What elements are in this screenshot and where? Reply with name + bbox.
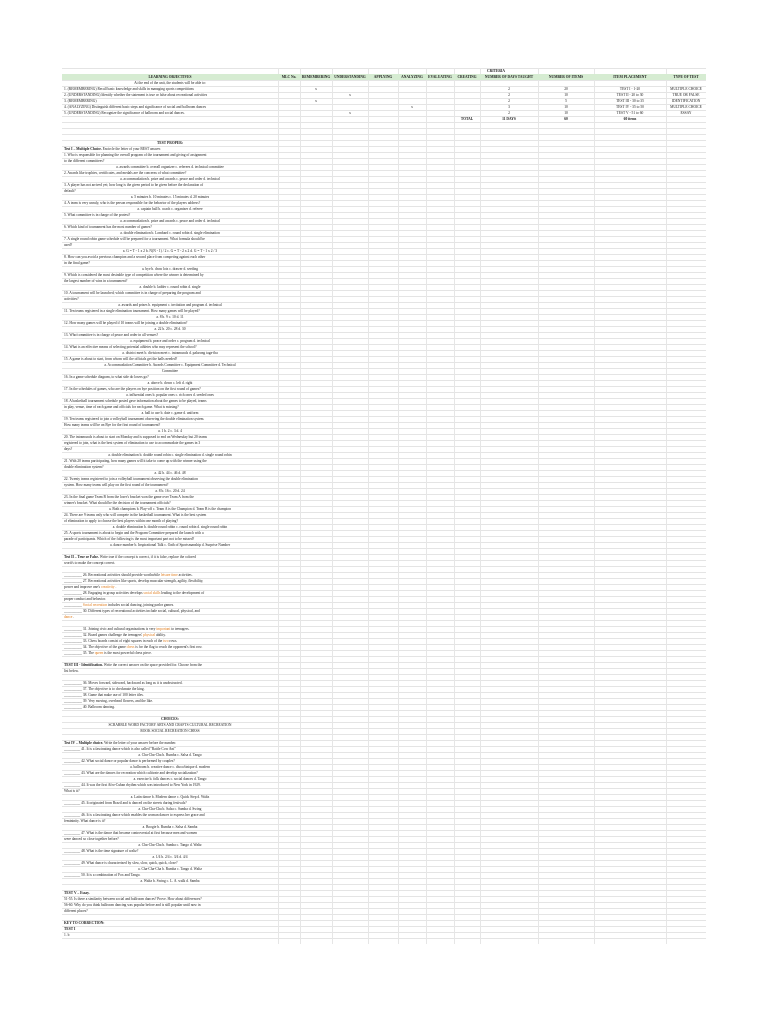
test-type: TRUE OR FALSE bbox=[672, 93, 700, 97]
objective-text: 4. (ANALYZING) Distinguish different basic steps and significance of social and ballroom dances bbox=[64, 105, 206, 109]
criteria-mark: x bbox=[349, 111, 351, 115]
answer-choices: a. Latin dance b. Modern dance c. Quick Step d. Waltz bbox=[130, 795, 210, 799]
question-text: _________ 50. It is a combination of Fox and Tango. bbox=[64, 873, 141, 877]
criteria-mark: x bbox=[315, 99, 317, 103]
column-header: APPLYING bbox=[373, 75, 393, 79]
answer-choices: a. 1 b. 2 c. 3 d. 4 bbox=[158, 429, 182, 433]
question-text: 7. A single round robin game schedule will be prepared for a tournament. What formula should be bbox=[64, 237, 205, 241]
answer-choices: a. Both champions b. Play-off c. Team A is the Champion d. Team B is the champion bbox=[108, 507, 232, 511]
key-test-label: TEST I bbox=[64, 927, 76, 931]
identification-item: __________ 36. Moves forward, sideward, backward as long as it is unobstructed. bbox=[64, 681, 183, 685]
highlighted-word: queen bbox=[94, 651, 104, 655]
answer-choices: a. 8 b. 9 c. 10 d. 11 bbox=[156, 315, 184, 319]
answer-choices: a. Accommodation Committee b. Awards Committee c. Equipment Committee d. Technical bbox=[104, 363, 236, 367]
true-false-item: proper conduct and behavior. bbox=[64, 597, 106, 601]
criteria-mark: x bbox=[349, 93, 351, 97]
question-text: registered to join, what is the best system of elimination to use to accommodate the games in 3 bbox=[64, 441, 201, 445]
answer-choices: a. 42 b. 44 c. 46 d. 48 bbox=[154, 471, 186, 475]
test-type: ESSAY bbox=[680, 111, 692, 115]
total-days: 11 DAYS bbox=[502, 117, 516, 121]
true-false-item: __________ 34. The objective of the game chess is for the flag to reach the opponent's first row. bbox=[64, 645, 203, 649]
question-text: 19. Ten teams registered to join a volleyball tournament observing the double elimination system. bbox=[64, 417, 205, 421]
question-text: 11. Ten teams registered in a single elimination tournament. How many games will be played? bbox=[64, 309, 200, 313]
test-type: MULTIPLE CHOICE bbox=[670, 87, 702, 91]
question-text: double elimination system? bbox=[64, 465, 104, 469]
answer-choices: a. equipment b. peace and order c. program d. technical bbox=[130, 339, 210, 343]
days-taught: 2 bbox=[508, 111, 510, 115]
item-placement: TEST IV - 35 to 50 bbox=[616, 105, 644, 109]
answer-choices: a. Cha-Cha-Cha b. Rumba c. Salsa d. Tango bbox=[138, 753, 202, 757]
question-text: How many teams will be on Bye for the first round of tournament? bbox=[64, 423, 161, 427]
question-text: _________ 43. What are the dances for recreation which cultivate and develop socialization? bbox=[64, 771, 198, 775]
highlighted-word: Social recreation bbox=[82, 603, 108, 607]
column-header: MLC No. bbox=[281, 75, 297, 79]
key-answer-row bbox=[62, 932, 706, 938]
true-false-item: __________ 27. Recreational activities like sports, develop muscular strength, agility, flexibility, bbox=[64, 579, 204, 583]
key-title: KEY TO CORRECTION: bbox=[64, 921, 105, 925]
answer-choices: a. 22 b. 20 c. 28 d. 30 bbox=[154, 327, 186, 331]
criteria-title: CRITERIA bbox=[487, 69, 505, 73]
answer-choices: a. 5 minutes b. 10 minutes c. 15 minutes d. 20 minutes bbox=[130, 195, 210, 199]
answer-choices: a. 1/4 b. 2/4 c. 3/4 d. 4/4 bbox=[152, 855, 188, 859]
highlighted-word: leisure time bbox=[160, 573, 178, 577]
highlighted-word: important bbox=[156, 627, 171, 631]
question-text: 3. A player has not arrived yet; how long is the given period to be given before the declaration of bbox=[64, 183, 204, 187]
answer-choices: a. G = T - 1 x 2 b. N(N - 1) / 2 c. G = T - 2 x 2 d. G = T - 1 x 2 / 3 bbox=[122, 249, 218, 253]
answer-choices: a. double elimination b. double round robin c. single elimination d. single round robin bbox=[108, 453, 232, 457]
column-header: ANALYZING bbox=[401, 75, 423, 79]
question-text: 2. Awards like trophies, certificates, and medals are the concerns of what committee? bbox=[64, 171, 187, 175]
days-taught: 3 bbox=[508, 105, 510, 109]
item-count: 10 bbox=[564, 111, 568, 115]
choices-line: SCRABBLE WORD FACTORY ARTS AND CRAFTS CULTURAL RECREATION bbox=[108, 723, 232, 727]
question-text: _________ 45. It originated from Brazil and is danced on the streets during festivals? bbox=[64, 801, 187, 805]
test3-instruction: list below. bbox=[64, 669, 79, 673]
intro-text: At the end of the unit, the students will be able to: bbox=[134, 81, 206, 85]
test-type: MULTIPLE CHOICE bbox=[670, 105, 702, 109]
question-text: _________ 47. What is the dance that became controversial at first because men and women bbox=[64, 831, 197, 835]
objective-text: 1. (REMEMBERING) Recall basic knowledge and skills in managing sports competitions bbox=[64, 87, 194, 91]
answer-choices: a. Boogie b. Rumba c. Salsa d. Samba bbox=[142, 825, 198, 829]
days-taught: 2 bbox=[508, 87, 510, 91]
question-text: system. How many teams will play on the first round of the tournament? bbox=[64, 483, 169, 487]
question-text: 18. A basketball tournament schedule posted gave information about the games to be played, teams bbox=[64, 399, 207, 403]
true-false-item: __________ 26. Recreational activities should provide worthwhile leisure time activities. bbox=[64, 573, 193, 577]
true-false-item: __________ 30. Different types of recreational activities include social, cultural, physical, and bbox=[64, 609, 200, 613]
answer-choices: a. ball to use b. date c. game d. uniform bbox=[141, 411, 199, 415]
question-text: 14. What is an effective means of selecting potential athletes who may represent the school? bbox=[64, 345, 197, 349]
answer-choices: a. influential ones b. popular ones c. rich ones d. seeded ones bbox=[126, 393, 214, 397]
column-header: TYPE OF TEST bbox=[673, 75, 699, 79]
item-placement: TEST I - 1-20 bbox=[619, 87, 641, 91]
question-text: parade of participants. Which of the following is the most important part not to be missed? bbox=[64, 537, 195, 541]
test4-heading: Test IV – Multiple choice. Write the letter of your answer before the number. bbox=[64, 741, 177, 745]
answer-choices: a. captain ball b. coach c. organizer d. referee bbox=[137, 207, 203, 211]
question-text: in the final game? bbox=[64, 261, 90, 265]
objective-text: 2. (UNDERSTANDING) Identify whether the statement is true or false about recreational activities bbox=[64, 93, 208, 97]
question-text: 1. Who is responsible for planning the overall program of the tournament and giving of assignment bbox=[64, 153, 207, 157]
answer-choices: a. exercise b. folk dances c. social dances d. Tango bbox=[133, 777, 207, 781]
question-text: _________ 41. It is a fascinating dance which is also called "Rattle Cow Ant" bbox=[64, 747, 176, 751]
highlighted-word: physical bbox=[143, 633, 156, 637]
question-text: 13. Who/committee is in charge of peace and order in all venues? bbox=[64, 333, 159, 337]
question-text: _________ 49. What dance is characterized by slow, slow, quick, quick, close? bbox=[64, 861, 178, 865]
spreadsheet-sheet bbox=[62, 68, 706, 944]
answer-choices: a. awards committee b. overall organizer c. referees d. technical committee bbox=[116, 165, 224, 169]
days-taught: 2 bbox=[508, 93, 510, 97]
question-text: in play, venue, time of each game and officials for each game. What is missing? bbox=[64, 405, 179, 409]
answer-choices: a. double b. ladder c. round robin d. single bbox=[139, 285, 201, 289]
total-items: 60 bbox=[564, 117, 568, 121]
identification-item: __________ 40. Ballroom dancing. bbox=[64, 705, 116, 709]
column-header: LEARNING OBJECTIVES bbox=[148, 75, 192, 79]
choices-title: CHOICES: bbox=[161, 717, 179, 721]
question-text: activities? bbox=[64, 297, 79, 301]
question-text: were danced so close together before? bbox=[64, 837, 119, 841]
answer-choices: a. Cha-Cha-Cha b. Rumba c. Tango d. Waltz bbox=[138, 867, 202, 871]
column-header: EVALUATING bbox=[428, 75, 452, 79]
test1-heading: Test I – Multiple Choice. Encircle the letter of your BEST answer. bbox=[64, 147, 161, 151]
question-text: 6. Which kind of tournament has the most number of games? bbox=[64, 225, 152, 229]
question-text: days? bbox=[64, 447, 73, 451]
test3-heading: TEST III - Identification. Write the correct answer on the space provided for. Choose from the bbox=[64, 663, 203, 667]
days-taught: 2 bbox=[508, 99, 510, 103]
item-placement: TEST II - 20 to 30 bbox=[616, 93, 644, 97]
answer-choices: a. 8 b. 16 c. 20 d. 24 bbox=[155, 489, 185, 493]
objective-text: 5. (UNDERSTANDING) Recognize the significance of ballroom and social dances. bbox=[64, 111, 185, 115]
answer-choices: a. double elimination b. double round robin c. round robin d. single round robin bbox=[112, 525, 228, 529]
question-text: What is it? bbox=[64, 789, 80, 793]
question-text: 9. Which is considered the most desirable type of competition where the winner is determined by bbox=[64, 273, 204, 277]
true-false-item: dance . bbox=[64, 615, 75, 619]
essay-question: different places? bbox=[64, 909, 88, 913]
item-placement: TEST V - 51 to 60 bbox=[616, 111, 644, 115]
question-text: to the different committees? bbox=[64, 159, 105, 163]
column-header: UNDERSTANDING bbox=[334, 75, 366, 79]
answer-choices: a. Waltz b. Swing c. L. A. walk d. Samba bbox=[140, 879, 200, 883]
test2-heading: Test II – True or False. Write true if the concept is correct, if it is false, replace the colored bbox=[64, 555, 196, 559]
answer-choices: a. ballroom b. creative dance c. disco/tinique d. modern bbox=[130, 765, 210, 769]
question-text: _________ 46. It is a fascinating dance which enables the woman dancer to express her grace and bbox=[64, 813, 205, 817]
column-header: NUMBER OF ITEMS bbox=[548, 75, 584, 79]
objective-text: 3. (REMEMBERING) bbox=[64, 99, 97, 103]
question-text: 10. A tournament will be launched; which committee is in charge of preparing the program and bbox=[64, 291, 201, 295]
answer-choices: a. bye b. draw lots c. drawer d. seeding bbox=[141, 267, 199, 271]
test2-instruction: word/s to make the concept correct. bbox=[64, 561, 116, 565]
answer-choices: a. Cha-Cha-Cha b. Salsa c. Samba d. Swing bbox=[138, 807, 202, 811]
column-header: NUMBER OF DAYS TAUGHT bbox=[484, 75, 534, 79]
answer-choices: a. Cha-Cha-Cha b. Samba c. Tango d. Waltz bbox=[138, 843, 202, 847]
identification-item: __________ 39. Very moving, overhead flowers, and the like. bbox=[64, 699, 153, 703]
column-header: CREATING bbox=[457, 75, 477, 79]
question-text: 4. A team is very unruly, who is the person responsible for the behavior of the players address? bbox=[64, 201, 201, 205]
column-header: ITEM PLACEMENT bbox=[613, 75, 647, 79]
highlighted-word: chess bbox=[126, 645, 135, 649]
question-text: 25. A sports tournament is about to begin and the Program Committee prepared the launch with a bbox=[64, 531, 204, 535]
highlighted-word: social skills bbox=[143, 591, 161, 595]
item-placement: TEST III - 30 to 35 bbox=[616, 99, 644, 103]
essay-question: 56-60. Why do you think ballroom dancing was popular before and is still popular until now in bbox=[64, 903, 201, 907]
question-text: 21. With 20 teams participating, how many games will it take to come up with the winner using the bbox=[64, 459, 207, 463]
highlighted-word: dance bbox=[64, 615, 73, 619]
highlighted-word: creativity bbox=[100, 585, 115, 589]
test5-heading: TEST V – Essay. bbox=[64, 891, 90, 895]
item-count: 10 bbox=[564, 93, 568, 97]
answer-choices: a. accommodation b. prize and awards c. peace and order d. technical bbox=[120, 219, 220, 223]
key-answer: 1. b bbox=[64, 933, 70, 937]
highlighted-word: two bbox=[163, 639, 169, 643]
question-text: 16. In a game schedule diagram, to what side do losers go? bbox=[64, 375, 149, 379]
question-text: _________ 48. What is the time signature of waltz? bbox=[64, 849, 139, 853]
answer-choices: a. double elimination b. Lombard c. round robin d. single elimination bbox=[120, 231, 220, 235]
question-text: 12. How many games will be played if 10 teams will be joining a double elimination? bbox=[64, 321, 188, 325]
question-text: 23. In the final game Team B from the loser's bracket won the game over Team A from the bbox=[64, 495, 194, 499]
test-type: IDENTIFICATION bbox=[671, 99, 701, 103]
item-count: 10 bbox=[564, 105, 568, 109]
total-label: TOTAL bbox=[460, 117, 474, 121]
question-text: 17. In the schedules of games, who are the players on bye position on the first round of games? bbox=[64, 387, 201, 391]
question-text: femininity. What dance is it? bbox=[64, 819, 106, 823]
choices-line: ROOK SOCIAL RECREATION CHESS bbox=[140, 729, 200, 733]
test-proper-title: TEST PROPER: bbox=[157, 141, 183, 145]
total-placement: 60 items bbox=[623, 117, 637, 121]
answer-choices: a. awards and prizes b. equipment c. invitation and program d. technical bbox=[118, 303, 222, 307]
question-text: 24. There are 9 teams only who will compete in the basketball tournament. What is the best system bbox=[64, 513, 207, 517]
question-text: _________ 44. It was the first Afro-Cuban rhythm which was introduced to New York in 1929. bbox=[64, 783, 201, 787]
answer-choices: a. above b. down c. left d. right bbox=[147, 381, 193, 385]
question-text: 8. How can you avoid a previous champion and a second place from competing against each other bbox=[64, 255, 206, 259]
question-text: _________ 42. What social dance or popular dance is performed by couples? bbox=[64, 759, 175, 763]
question-text: the largest number of wins in a tournament? bbox=[64, 279, 128, 283]
question-text: used? bbox=[64, 243, 73, 247]
identification-item: __________ 38. Game that make use of 100 letter tiles. bbox=[64, 693, 144, 697]
criteria-mark: x bbox=[411, 105, 413, 109]
question-text: 20. The intramurals is about to start on Monday and is supposed to end on Wednesday but 20 teams bbox=[64, 435, 208, 439]
answer-choices: Committee bbox=[162, 369, 178, 373]
essay-question: 51-55. Is there a similarity between social and ballroom dances? Prove. How about differences? bbox=[64, 897, 202, 901]
answer-choices: a. accommodation b. prize and awards c. peace and order d. technical bbox=[120, 177, 220, 181]
answer-choices: a. district meet b. division meet c. intramurals d. palarong taga-iba bbox=[122, 351, 218, 355]
true-false-item: __________ 28. Engaging in group activities develops social skills leading to the development of bbox=[64, 591, 205, 595]
question-text: 22. Twenty teams registered to join a volleyball tournament observing the double elimination bbox=[64, 477, 198, 481]
identification-item: __________ 37. The objective is to checkmate the king. bbox=[64, 687, 145, 691]
true-false-item: __________ 33. Chess boards consist of eight squares in each of the two rows. bbox=[64, 639, 178, 643]
true-false-item: __________ 32. Board games challenge the teenagers' physical ability. bbox=[64, 633, 166, 637]
true-false-item: power and improve one's creativity . bbox=[64, 585, 117, 589]
true-false-item: __________ 31. Joining civic and cultural organizations is very important to teenagers. bbox=[64, 627, 190, 631]
item-count: 5 bbox=[565, 99, 567, 103]
answer-choices: a. dance number b. Inspirational Talk c. Oath of Sportsmanship d. Surprise Number bbox=[109, 543, 231, 547]
question-text: default? bbox=[64, 189, 76, 193]
true-false-item: __________ Social recreation includes social dancing, joining parlor games. bbox=[64, 603, 174, 607]
criteria-mark: x bbox=[315, 87, 317, 91]
item-count: 20 bbox=[564, 87, 568, 91]
true-false-item: __________ 35. The queen is the most powerful chess piece. bbox=[64, 651, 152, 655]
question-text: of elimination to apply to choose the best players within one month of playing? bbox=[64, 519, 179, 523]
question-text: winner's bracket. What should be the decision of the tournament officials? bbox=[64, 501, 171, 505]
question-text: 5. What committee is in charge of the protest? bbox=[64, 213, 131, 217]
column-header: REMEMBERING bbox=[301, 75, 331, 79]
question-text: 15. A game is about to start, from whom will the officials get the balls needed? bbox=[64, 357, 178, 361]
